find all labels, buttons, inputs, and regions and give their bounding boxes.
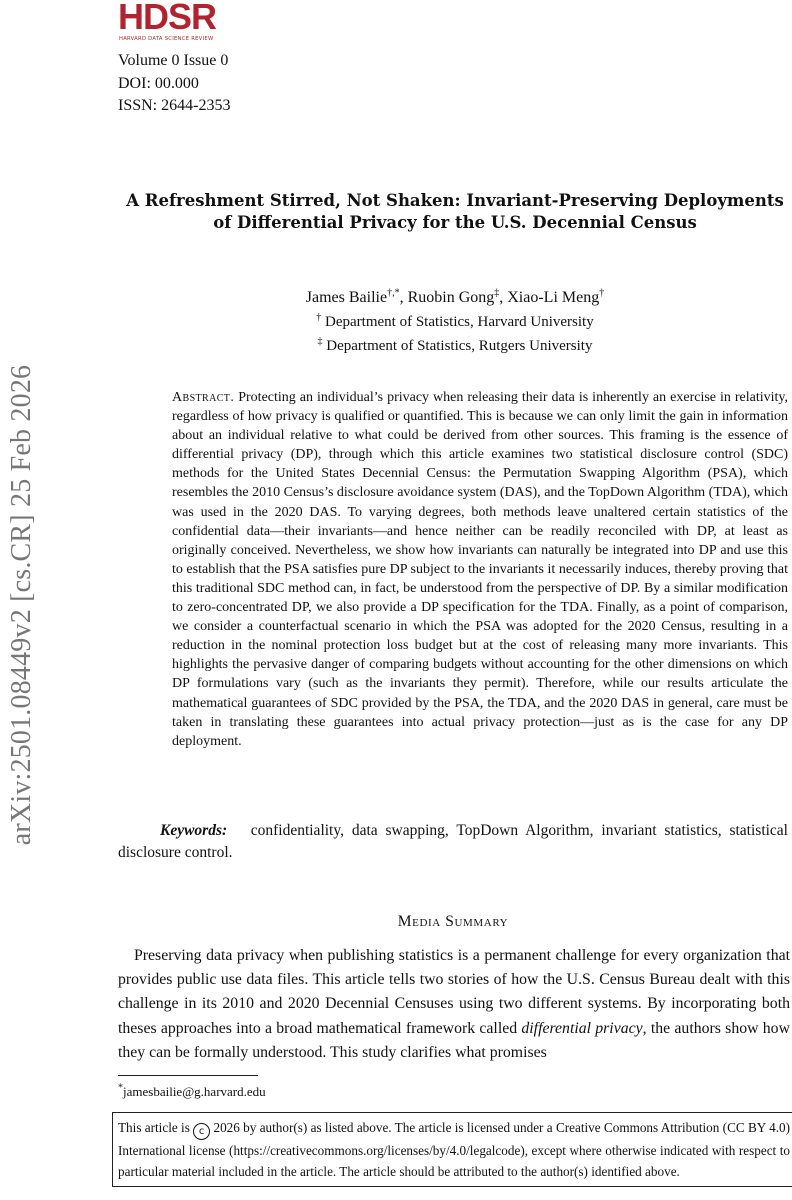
footnote-email[interactable]: jamesbailie@g.harvard.edu [123, 1084, 266, 1099]
affiliation-text: Department of Statistics, Rutgers University [326, 338, 593, 354]
author-list: James Bailie†,*, Ruobin Gong‡, Xiao-Li Meng† [305, 287, 605, 306]
keywords-label: Keywords: [160, 822, 228, 839]
license-prefix: This article is [118, 1120, 190, 1135]
license-text: 2026 by author(s) as listed above. The article is licensed under a Creative Commons Attribution (CC BY 4.0) International license (https://creativecommons.org/licenses/by/4.0/legalcode), except where otherwise indicated with respect to particular material included in the article. The article should be attributed to the author(s) identified above. [118, 1120, 791, 1179]
affiliation [120, 334, 790, 358]
media-summary-text-cont: , the authors show how they can be formally understood. This study clarifies what promises [118, 1019, 790, 1061]
footnote-rule [118, 1075, 258, 1076]
arxiv-stamp: arXiv:2501.08449v2 [cs.CR] 25 Feb 2026 [6, 364, 37, 846]
license-box [112, 1112, 792, 1187]
keywords-text: confidentiality, data swapping, TopDown Algorithm, invariant statistics, statistical disclosure control. [118, 822, 788, 861]
arxiv-stamp-column [0, 0, 44, 1200]
logo-subtitle: HARVARD DATA SCIENCE REVIEW [119, 36, 214, 42]
abstract-text: Protecting an individual’s privacy when releasing their data is inherently an exercise in relativity, regardless of how privacy is qualified or quantified. This is because we can only limit the gain in information about an individual relative to what could be derived from other sources. This framing is the essence of differential privacy (DP), through which this article examines two statistical disclosure control (SDC) methods for the United States Decennial Census: the Permutation Swapping Algorithm (PSA), which resembles the 2010 Census’s disclosure avoidance system (DAS), and the TopDown Algorithm (TDA), which was used in the 2020 DAS. To varying degrees, both methods leave unaltered certain statistics of the confidential data—their invariants—and hence neither can be readily reconciled with DP, at least as originally conceived. Nevertheless, we show how invariants can naturally be integrated into DP and use this to establish that the PSA satisfies pure DP subject to the invariants it necessarily induces, thereby proving that this traditional SDC method can, in fact, be understood from the perspective of DP. By a similar modification to zero-concentrated DP, we also provide a DP specification for the TDA. Finally, as a point of comparison, we consider a counterfactual scenario in which the PSA was adopted for the 2020 Census, resulting in a reduction in the nominal protection loss budget but at the cost of releasing many more invariants. This highlights the pervasive danger of comparing budgets without accounting for the other dimensions on which DP formulations vary (such as the invariants they permit). Therefore, while our results articulate the mathematical guarantees of SDC provided by the PSA, the TDA, and the 2020 DAS in general, care must be taken in translating these guarantees into actual privacy protection—just as is the case for any DP deployment. [172, 390, 788, 749]
affiliation-mark: † [316, 312, 322, 323]
author-name: James Bailie [305, 289, 388, 306]
journal-doi: DOI: 00.000 [118, 74, 199, 92]
author-name: Xiao-Li Meng [507, 289, 600, 306]
media-summary [118, 944, 790, 1065]
affiliation [120, 310, 790, 334]
logo-wordmark: HDSR [118, 0, 217, 37]
media-summary-heading: Media Summary [397, 913, 509, 930]
journal-logo [118, 0, 236, 44]
paper-title: A Refreshment Stirred, Not Shaken: Invariant-Preserving Deployments of Differential Privacy for the U.S. Decennial Census [126, 191, 784, 232]
affiliation-mark: ‡ [317, 336, 323, 347]
journal-meta [118, 50, 230, 118]
author-marks: † [599, 287, 605, 299]
hdsr-logo-icon [118, 0, 236, 44]
footnote-mark: * [118, 1082, 123, 1094]
journal-issn: ISSN: 2644-2353 [118, 97, 231, 114]
author-marks: †,* [387, 287, 400, 299]
footnote [118, 1083, 266, 1101]
abstract-label: Abstract. [172, 390, 235, 405]
author-name: Ruobin Gong [407, 289, 495, 306]
author-block [120, 286, 790, 358]
journal-volume: Volume 0 Issue 0 [118, 52, 229, 69]
keywords [118, 820, 788, 864]
author-marks: ‡ [494, 287, 500, 299]
media-summary-emphasis: differential privacy [521, 1019, 643, 1037]
abstract [172, 388, 788, 751]
affiliation-text: Department of Statistics, Harvard University [325, 314, 594, 330]
copyright-icon: c [193, 1123, 210, 1140]
media-summary-text: Preserving data privacy when publishing statistics is a permanent challenge for every organization that provides public use data files. This article tells two stories of how the U.S. Census Bureau dealt with this challenge in its 2010 and 2020 Decennial Censuses using two different systems. By incorporating both theses approaches into a broad mathematical framework called [118, 947, 790, 1037]
